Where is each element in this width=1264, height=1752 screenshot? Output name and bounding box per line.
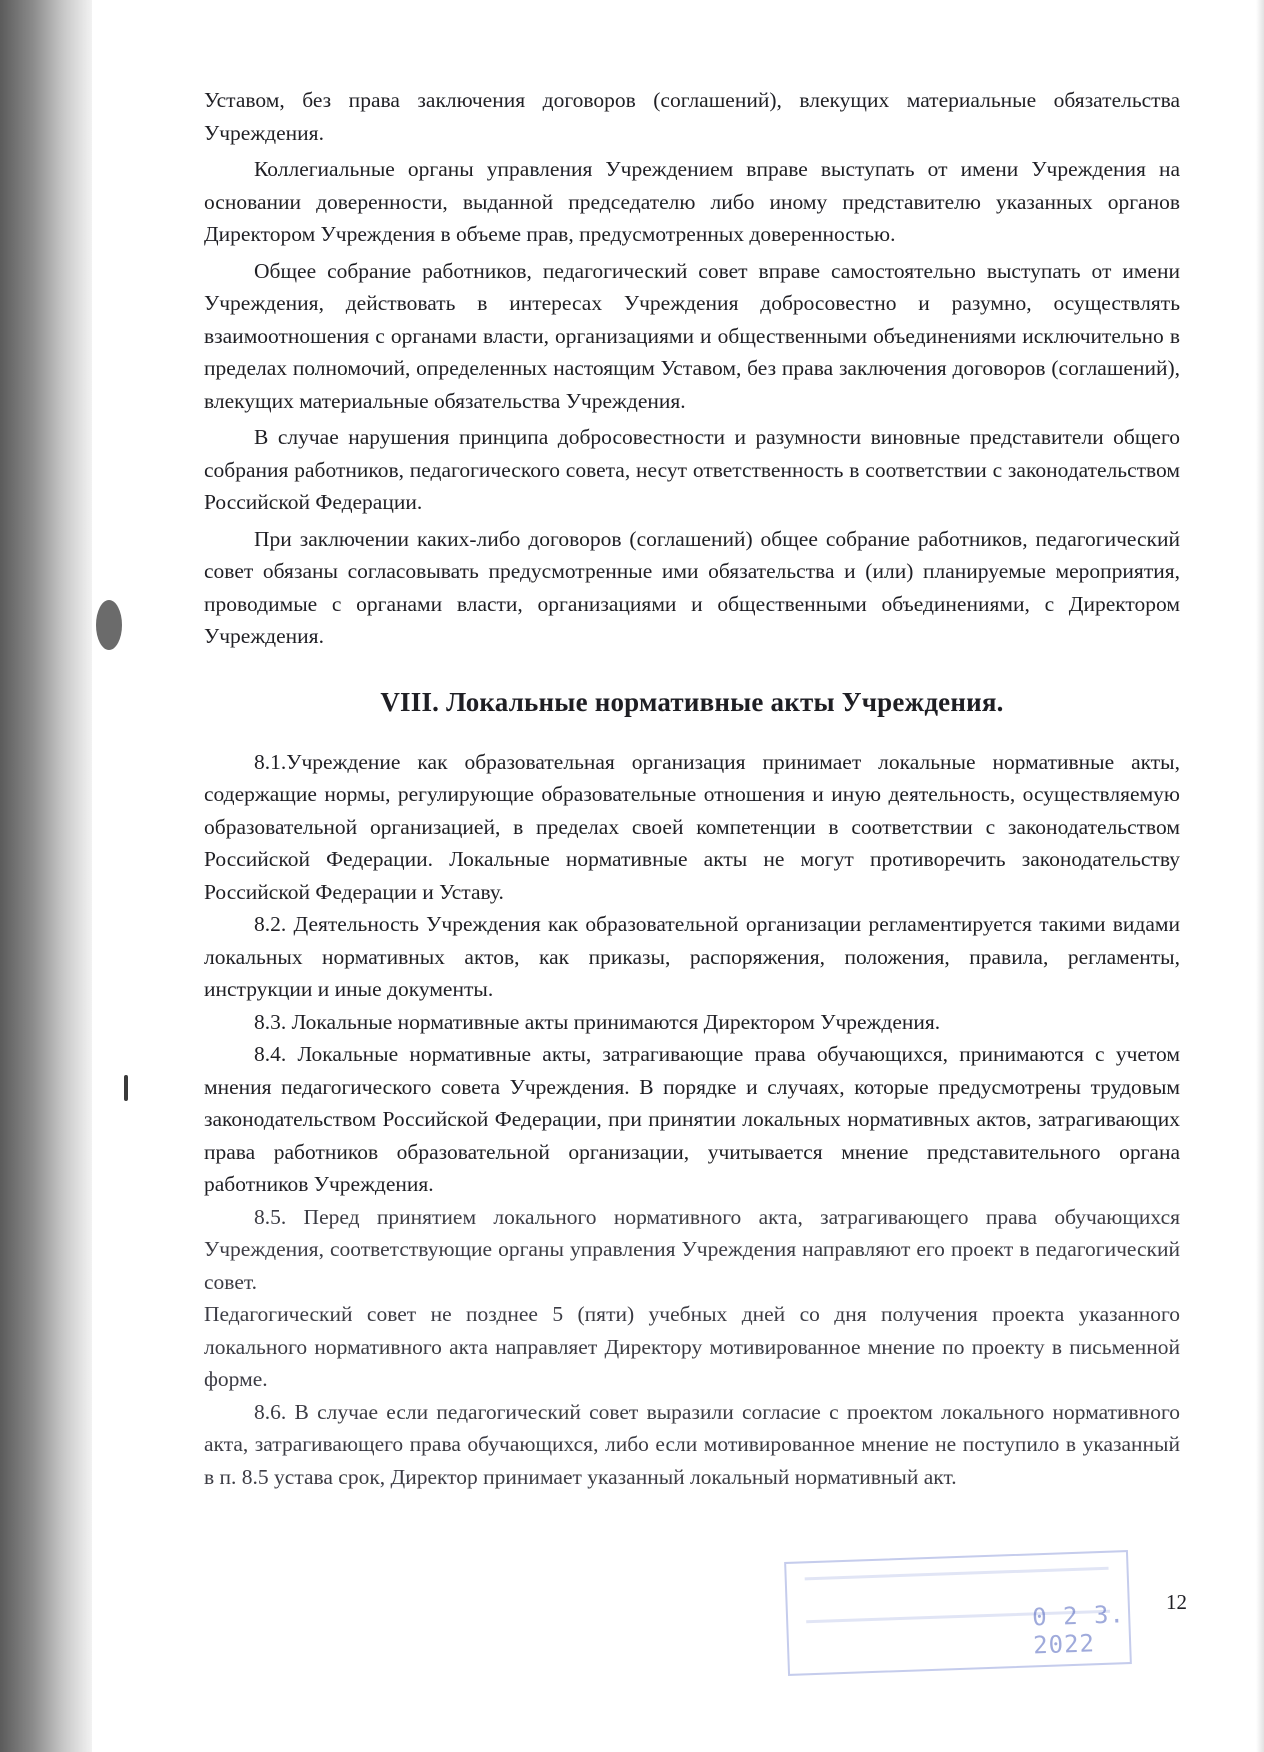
clause-8-2: 8.2. Деятельность Учреждения как образовательной организации регламентируется такими видами локальных нормативных актов, как приказы, распоряжения, положения, правила, регламенты, инструкции и иные документы. bbox=[204, 912, 1180, 1001]
section-title: VIII. Локальные нормативные акты Учреждения. bbox=[380, 686, 1004, 717]
document-page bbox=[204, 84, 1180, 1493]
punch-hole bbox=[96, 600, 122, 650]
paragraph-collegial-bodies: Коллегиальные органы управления Учреждением вправе выступать от имени Учреждения на основании доверенности, выданной председателю либо иному представителю указанных органов Директором Учреждения в объеме прав, предусмотренных доверенностью. bbox=[204, 157, 1180, 246]
scan-shadow-right bbox=[1256, 0, 1264, 1752]
clause-8-1: 8.1.Учреждение как образовательная организация принимает локальные нормативные акты, содержащие нормы, регулирующие образовательные отношения и иную деятельность, осуществляемую образовательной организацией, в пределах своей компетенции в соответствии с законодательством Российской Федерации. Локальные нормативные акты не могут противоречить законодательству Российской Федерации и Уставу. bbox=[204, 749, 1180, 904]
paragraph-continuation: Уставом, без права заключения договоров (соглашений), влекущих материальные обязательства Учреждения. bbox=[204, 88, 1180, 145]
clause-8-3: 8.3. Локальные нормативные акты принимаются Директором Учреждения. bbox=[254, 1009, 941, 1034]
clause-8-4: 8.4. Локальные нормативные акты, затрагивающие права обучающихся, принимаются с учетом мнения педагогического совета Учреждения. В порядке и случаях, которые предусмотрены трудовым законодательством Российской Федерации, при принятии локальных нормативных актов, затрагивающих права работников образовательной организации, учитывается мнение представительного органа работников Учреждения. bbox=[204, 1042, 1180, 1196]
page-number: 12 bbox=[1166, 1590, 1187, 1614]
clause-8-5-note: Педагогический совет не позднее 5 (пяти) учебных дней со дня получения проекта указанного локального нормативного акта направляет Директору мотивированное мнение по проекту в письменной форме. bbox=[204, 1302, 1180, 1391]
scan-mark bbox=[124, 1075, 128, 1101]
paragraph-agreements: При заключении каких-либо договоров (соглашений) общее собрание работников, педагогический совет обязаны согласовывать предусмотренные ими обязательства и (или) планируемые мероприятия, проводимые с органами власти, организациями и общественными объединениями, с Директором Учреждения. bbox=[204, 526, 1180, 648]
paragraph-violation: В случае нарушения принципа добросовестности и разумности виновные представители общего собрания работников, педагогического совета, несут ответственность в соответствии с законодательством Российской Федерации. bbox=[204, 425, 1180, 514]
registration-stamp bbox=[784, 1550, 1132, 1676]
clause-8-6: 8.6. В случае если педагогический совет выразили согласие с проектом локального нормативного акта, затрагивающего права обучающихся, либо если мотивированное мнение не поступило в указанный в п. 8.5 устава срок, Директор принимает указанный локальный нормативный акт. bbox=[204, 1399, 1180, 1489]
scan-shadow-left bbox=[0, 0, 92, 1752]
stamp-date: 0 2 3. 2022 bbox=[1031, 1600, 1126, 1660]
clause-8-5: 8.5. Перед принятием локального нормативного акта, затрагивающего права обучающихся Учреждения, соответствующие органы управления Учреждения направляют его проект в педагогический совет. bbox=[204, 1204, 1180, 1294]
paragraph-general-meeting: Общее собрание работников, педагогический совет вправе самостоятельно выступать от имени Учреждения, действовать в интересах Учреждения добросовестно и разумно, осуществлять взаимоотношения с органами власти, организациями и общественными объединениями исключительно в пределах полномочий, определенных настоящим Уставом, без права заключения договоров (соглашений), влекущих материальные обязательства Учреждения. bbox=[204, 258, 1180, 413]
